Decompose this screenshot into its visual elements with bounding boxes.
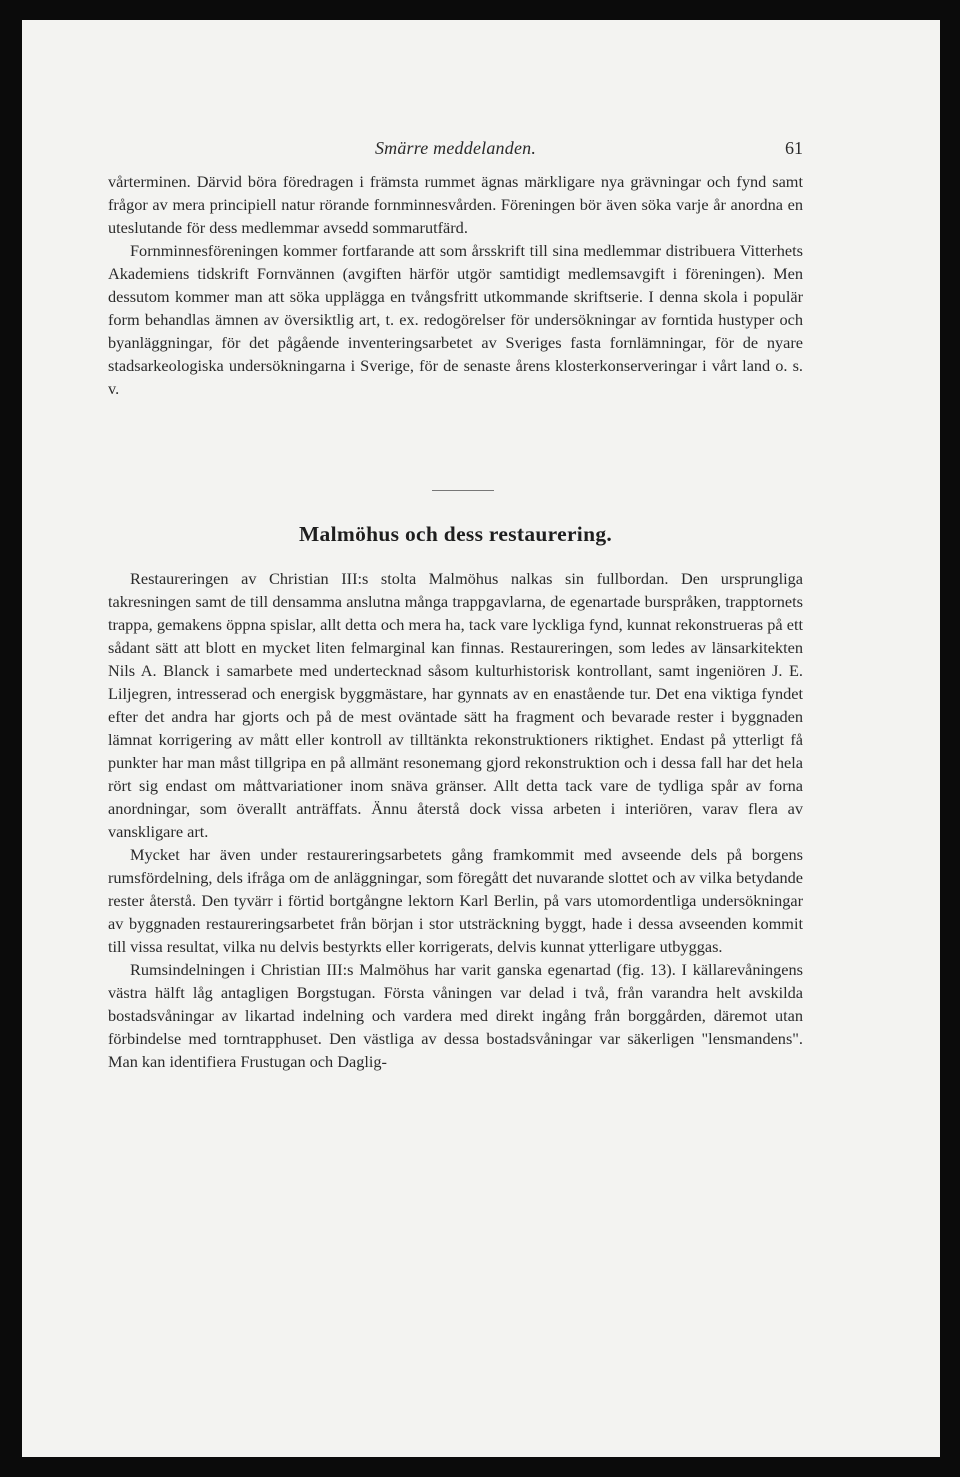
section-divider [432, 490, 494, 491]
intro-paragraph: Fornminnesföreningen kommer fortfarande att som årsskrift till sina medlemmar distribuera Vitterhets Akademiens tidskrift Fornvännen (avgiften härför utgör samtidigt medlemsavgift i föreningen). Men dessutom kommer man att söka upplägga en tvångsfritt utkommande skriftserie. I denna skola i populär form behandlas ämnen av översiktlig art, t. ex. redogörelser för undersökningar av forntida hustyper och byanläggningar, för det pågående inventeringsarbetet av Sveriges fasta fornlämningar, för de nyare stadsarkeologiska undersökningarna i Sverige, för de senaste årens klosterkonserveringar i vårt land o. s. v. [108, 241, 803, 398]
article-title: Malmöhus och dess restaurering. [298, 522, 613, 546]
document-page [22, 20, 940, 1457]
article-paragraph: Rumsindelningen i Christian III:s Malmöhus har varit ganska egenartad (fig. 13). I källarevåningens västra hälft låg antagligen Borgstugan. Första våningen var delad i två, från varandra helt avskilda bostadsvåningar av likartad indelning och vardera med direkt ingång från borggården, däremot utan förbindelse med torntrapphuset. Den västliga av dessa bostadsvåningar var säkerligen "lensmandens". Man kan identifiera Frustugan och Daglig- [108, 960, 803, 1071]
page-number: 61 [785, 138, 803, 158]
running-head: Smärre meddelanden. [374, 138, 537, 158]
intro-paragraph: vårterminen. Därvid böra föredragen i främsta rummet ägnas märkligare nya grävningar och fynd samt frågor av mera principiell natur rörande fornminnesvården. Föreningen bör även söka varje år anordna en uteslutande för dess medlemmar avsedd sommarutfärd. [108, 172, 803, 237]
intro-text [108, 170, 803, 400]
page-header [108, 138, 803, 160]
article-text [108, 567, 803, 1073]
article-paragraph: Mycket har även under restaureringsarbetets gång framkommit med avseende dels på borgens rumsfördelning, dels ifråga om de anläggningar, som föregått det nuvarande slottet och av vilka betydande rester återstå. Den tyvärr i förtid bortgångne lektorn Karl Berlin, på vars utomordentliga undersökningar av byggnaden restaureringsarbetet från början i stor utsträckning byggt, hade i dessa avseenden kommit till vissa resultat, vilka nu delvis bestyrkts eller korrigerats, delvis kunnat ytterligare utbyggas. [108, 845, 803, 956]
article-paragraph: Restaureringen av Christian III:s stolta Malmöhus nalkas sin fullbordan. Den ursprungliga takresningen samt de till densamma anslutna många trappgavlarna, de egenartade burspråken, trapptornets trappa, gemakens öppna spislar, allt detta och mera ha, tack vare lyckliga fynd, kunnat rekonstrueras på ett sådant sätt att blott en mycket liten felmarginal kan finnas. Restaureringen, som ledes av länsarkitekten Nils A. Blanck i samarbete med undertecknad såsom kulturhistorisk kontrollant, samt ingeniören J. E. Liljegren, intresserad och energisk byggmästare, har gynnats av en enastående tur. Det ena viktiga fyndet efter det andra har gjorts och på de mest oväntade sätt ha fragment och bevarade rester i byggnaden lämnat korrigering av mått eller kontroll av tilltänkta rekonstruktioners riktighet. Endast på ytterligt få punkter har man måst tillgripa en på allmänt resonemang gjord rekonstruktion och i dessa fall har det hela rört sig endast om måttvariationer inom snäva gränser. Allt detta tack vare de tydliga spår av forna anordningar, som överallt anträffats. Ännu återstå dock vissa arbeten i interiören, varav flera av vanskligare art. [108, 569, 803, 841]
